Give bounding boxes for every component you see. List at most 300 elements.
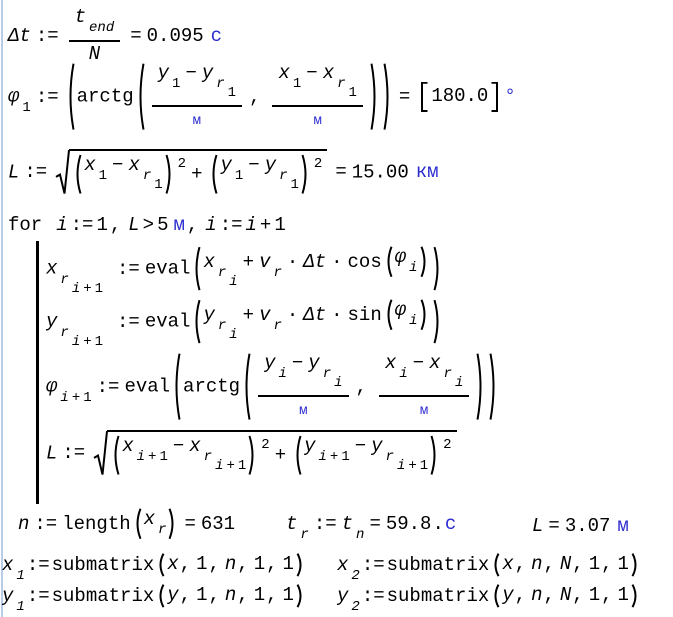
formula-delta-t[interactable]	[8, 6, 222, 66]
comma: ,	[249, 85, 261, 108]
sub-i: i	[229, 273, 238, 290]
loop-body-bar	[36, 241, 39, 504]
var-y: y	[308, 352, 320, 374]
sub-i-plus-1	[60, 390, 91, 408]
sub-i-plus-1	[319, 449, 350, 467]
op-times: ·	[286, 250, 299, 273]
var-x: x	[429, 352, 441, 374]
paren-group	[209, 154, 309, 195]
right-paren-icon	[168, 508, 177, 540]
op-equals: =	[335, 161, 347, 184]
var-delta-t: Δt	[303, 303, 327, 326]
sub-i-plus-1	[72, 281, 103, 299]
var-y: y	[157, 62, 170, 84]
page-margin-line	[1, 0, 3, 617]
right-paren-icon	[301, 154, 310, 195]
unit-meters: м	[419, 402, 429, 419]
left-paren-icon	[242, 352, 251, 421]
op-minus: −	[185, 62, 197, 84]
loop-statement-L[interactable]	[46, 430, 460, 477]
var-x: x	[502, 553, 514, 575]
radical-icon	[55, 149, 70, 196]
formula-y2-submatrix[interactable]	[337, 584, 642, 616]
op-assign: :=	[96, 375, 120, 398]
right-paren-icon	[476, 352, 485, 421]
var-i: i	[318, 449, 327, 465]
sub-1: 1	[172, 76, 181, 92]
lit-1: 1	[237, 458, 247, 474]
lit-1: 1	[588, 553, 601, 575]
sub-1: 1	[16, 567, 25, 584]
lit-1: 1	[94, 280, 104, 297]
unit-meters: м	[173, 214, 185, 236]
sub-1: 1	[98, 168, 108, 184]
sub-end: end	[89, 20, 115, 36]
lit-1: 1	[588, 584, 601, 606]
sub-2: 2	[351, 567, 360, 584]
op-equals: =	[130, 25, 142, 48]
var-x: x	[128, 154, 140, 176]
var-x: x	[122, 435, 134, 457]
fn-submatrix: submatrix	[51, 553, 155, 576]
var-L: L	[128, 214, 140, 236]
left-paren-icon	[111, 435, 120, 476]
var-y: y	[304, 435, 316, 457]
left-paren-icon	[66, 62, 75, 131]
lit-1: 1	[196, 584, 208, 606]
formula-phi-1[interactable]	[8, 62, 516, 131]
var-y: y	[167, 584, 179, 606]
var-x: x	[46, 257, 58, 280]
decimal-dot: .	[432, 513, 444, 535]
formula-L-result[interactable]	[532, 515, 629, 539]
op-greater: >	[142, 214, 155, 236]
var-y: y	[203, 303, 215, 326]
right-paren-icon	[296, 584, 305, 608]
comma: ,	[543, 584, 555, 606]
right-paren-icon	[420, 246, 429, 278]
var-y: y	[502, 584, 514, 606]
right-paren-icon	[430, 435, 439, 476]
op-plus: +	[191, 163, 203, 186]
power-exponent: 2	[261, 437, 270, 454]
var-y: y	[201, 62, 214, 84]
lit-1: 1	[94, 333, 104, 350]
comma: ,	[109, 214, 122, 236]
fn-sin: sin	[347, 303, 382, 326]
square-root	[93, 430, 456, 477]
comma: ,	[572, 553, 584, 575]
paren-group	[491, 553, 640, 577]
var-phi: φ	[394, 299, 407, 321]
power-exponent: 2	[313, 156, 323, 173]
paren-group	[384, 299, 429, 331]
var-x: x	[167, 553, 179, 575]
comma: ,	[572, 584, 584, 606]
left-paren-icon	[384, 246, 393, 278]
var-x: x	[384, 352, 397, 374]
lit-1: 1	[282, 584, 294, 606]
sub-1: 1	[16, 598, 25, 615]
var-L: L	[532, 515, 544, 537]
sub-i-plus-1	[72, 334, 103, 352]
lit-1: 1	[96, 214, 108, 236]
var-y: y	[264, 352, 276, 374]
unit-meters: м	[617, 515, 629, 537]
paren-group	[384, 246, 429, 278]
comma: ,	[266, 584, 278, 606]
fraction	[379, 352, 469, 421]
op-plus: +	[83, 280, 92, 297]
paren-group	[293, 435, 439, 476]
left-paren-icon	[293, 435, 302, 476]
result-delta-t: 0.095	[146, 25, 204, 48]
right-paren-icon	[370, 62, 379, 131]
op-plus: +	[242, 250, 255, 273]
sub-i: i	[454, 375, 464, 391]
sub-r: r	[142, 168, 152, 184]
var-delta-t: Δt	[303, 250, 327, 273]
sub-i: i	[409, 313, 418, 329]
sub-2: 2	[351, 598, 360, 615]
op-minus: −	[291, 352, 304, 374]
formula-x2-submatrix[interactable]	[337, 553, 642, 585]
comma: ,	[543, 553, 555, 575]
op-assign: :=	[361, 584, 385, 607]
op-plus: +	[71, 389, 81, 406]
sub-1: 1	[234, 168, 244, 184]
result-t-r: 59.8	[385, 513, 432, 535]
right-paren-icon	[420, 299, 429, 331]
comma: ,	[208, 553, 220, 575]
op-minus: −	[354, 435, 367, 457]
op-minus: −	[412, 352, 425, 374]
formula-t-r[interactable]	[286, 513, 456, 545]
fraction	[152, 62, 242, 131]
var-i: i	[56, 214, 68, 236]
var-v: v	[259, 250, 271, 273]
formula-y1-submatrix[interactable]	[2, 584, 307, 616]
radical-icon	[93, 430, 108, 477]
op-plus: +	[148, 449, 157, 465]
op-assign: :=	[313, 513, 337, 535]
op-equals: =	[369, 513, 381, 535]
loop-statement-phi[interactable]	[46, 352, 500, 421]
formula-n-length[interactable]	[18, 508, 235, 540]
op-plus: +	[329, 449, 339, 465]
op-assign: :=	[34, 512, 58, 535]
matrix-result	[418, 82, 501, 112]
var-i: i	[60, 389, 69, 406]
lit-1: 1	[617, 553, 629, 575]
fraction	[69, 6, 121, 66]
comma: ,	[237, 584, 249, 606]
kw-for: for	[8, 214, 43, 236]
sub-i: i	[278, 366, 287, 382]
sub-r: r	[273, 264, 282, 281]
var-v: v	[259, 303, 271, 326]
op-assign: :=	[219, 214, 243, 236]
op-assign: :=	[117, 257, 140, 280]
paren-group	[73, 154, 173, 195]
var-x: x	[337, 553, 349, 576]
sub-r: r	[385, 449, 394, 465]
var-n: n	[224, 584, 237, 606]
var-phi: φ	[46, 375, 58, 398]
sub-r: r	[300, 527, 309, 543]
paren-group	[242, 352, 485, 421]
fn-submatrix: submatrix	[51, 584, 155, 607]
var-n: n	[224, 553, 237, 575]
paren-group	[66, 62, 392, 131]
sub-i: i	[409, 260, 418, 276]
sub-r: r	[203, 449, 213, 465]
lit-1: 1	[196, 553, 208, 575]
op-plus: +	[226, 458, 235, 474]
var-L: L	[8, 161, 20, 184]
sub-1: 1	[227, 85, 237, 101]
unit-meters: м	[299, 402, 308, 419]
sub-r: r	[273, 317, 282, 334]
lit-1: 1	[253, 553, 266, 575]
comma: ,	[266, 553, 278, 575]
var-y: y	[371, 435, 383, 457]
var-t: t	[341, 513, 354, 535]
lit-1: 1	[617, 584, 629, 606]
var-n: n	[531, 553, 543, 575]
right-paren-icon	[631, 584, 640, 608]
power-exponent: 2	[177, 156, 187, 173]
unit-degrees: °	[504, 85, 516, 108]
op-assign: :=	[117, 310, 140, 333]
fn-eval: eval	[144, 257, 191, 280]
left-paren-icon	[133, 508, 142, 540]
sub-1: 1	[290, 177, 299, 193]
op-equals: =	[184, 512, 196, 535]
left-paren-icon	[172, 352, 181, 421]
paren-group	[172, 352, 498, 421]
comma: ,	[179, 553, 192, 575]
lit-1: 1	[83, 389, 92, 406]
sub-r: r	[60, 324, 69, 341]
right-paren-icon	[489, 352, 498, 421]
result-L-initial: 15.00	[351, 161, 409, 184]
sub-i: i	[334, 375, 343, 391]
right-bracket-icon	[491, 82, 499, 112]
var-t: t	[286, 513, 298, 535]
comma: ,	[514, 553, 527, 575]
paren-group	[133, 508, 178, 540]
comma: ,	[179, 584, 192, 606]
left-paren-icon	[192, 299, 201, 344]
unit-seconds: с	[444, 513, 457, 535]
var-y: y	[2, 584, 14, 607]
comma: ,	[355, 375, 367, 398]
op-plus: +	[242, 303, 255, 326]
var-i: i	[215, 458, 224, 474]
right-paren-icon	[433, 299, 442, 344]
left-paren-icon	[156, 553, 165, 577]
op-minus: −	[172, 435, 185, 457]
sub-r: r	[322, 366, 332, 382]
sub-1: 1	[292, 76, 302, 92]
var-N: N	[88, 42, 101, 65]
paren-group	[136, 62, 379, 131]
fraction	[272, 62, 362, 131]
loop-statement-xr[interactable]	[46, 246, 444, 298]
comma: ,	[186, 214, 199, 236]
fraction	[258, 352, 348, 421]
var-y: y	[264, 154, 277, 176]
square-root	[55, 149, 327, 196]
lit-1: 1	[274, 214, 286, 236]
var-L: L	[46, 442, 58, 465]
fn-length: length	[62, 512, 131, 535]
left-paren-icon	[192, 246, 201, 291]
paren-group	[192, 246, 441, 291]
var-n: n	[18, 512, 30, 535]
op-times: ·	[286, 303, 299, 326]
left-paren-icon	[491, 584, 500, 608]
sub-i-plus-1	[397, 458, 428, 476]
result-phi-1: 180.0	[431, 84, 489, 107]
var-y: y	[220, 154, 232, 176]
sub-1: 1	[348, 85, 357, 101]
right-paren-icon	[165, 154, 174, 195]
formula-x1-submatrix[interactable]	[2, 553, 307, 585]
fn-arctg: arctg	[76, 85, 134, 108]
comma: ,	[237, 553, 249, 575]
op-assign: :=	[361, 553, 385, 576]
paren-group	[156, 553, 305, 577]
op-equals: =	[548, 515, 560, 537]
left-bracket-icon	[420, 82, 428, 112]
var-y: y	[337, 584, 349, 607]
fn-eval: eval	[144, 310, 191, 333]
lit-1: 1	[159, 449, 168, 465]
op-assign: :=	[26, 584, 50, 607]
var-N: N	[559, 553, 572, 575]
left-paren-icon	[491, 553, 500, 577]
var-i: i	[71, 280, 81, 297]
sub-1: 1	[22, 99, 31, 116]
right-paren-icon	[383, 62, 392, 131]
var-x: x	[143, 508, 156, 530]
op-assign: :=	[70, 214, 94, 236]
var-N: N	[559, 584, 572, 606]
fn-eval: eval	[124, 375, 171, 398]
sub-r: r	[217, 264, 227, 281]
left-paren-icon	[73, 154, 82, 195]
comma: ,	[514, 584, 527, 606]
var-delta-t: Δt	[8, 25, 31, 48]
unit-meters: м	[313, 112, 322, 129]
lit-1: 1	[419, 458, 429, 474]
var-x: x	[203, 250, 215, 273]
comma: ,	[601, 584, 613, 606]
var-x: x	[84, 154, 96, 176]
op-minus: −	[248, 154, 260, 176]
var-n: n	[531, 584, 543, 606]
power-exponent: 2	[443, 437, 452, 454]
paren-group	[491, 584, 640, 608]
right-paren-icon	[433, 246, 442, 291]
var-phi: φ	[8, 85, 20, 108]
var-i: i	[71, 333, 81, 350]
var-y: y	[46, 310, 58, 333]
op-assign: :=	[35, 25, 59, 48]
paren-group	[192, 299, 441, 344]
lit-1: 1	[282, 553, 294, 575]
unit-meters: м	[192, 112, 202, 129]
left-paren-icon	[209, 154, 218, 195]
lit-5: 5	[157, 214, 169, 236]
unit-kilometers: км	[415, 161, 439, 184]
comma: ,	[208, 584, 220, 606]
comma: ,	[601, 553, 613, 575]
fn-arctg: arctg	[183, 375, 241, 398]
op-assign: :=	[24, 161, 48, 184]
sub-i: i	[229, 326, 238, 343]
fn-submatrix: submatrix	[386, 584, 490, 607]
op-plus: +	[259, 214, 272, 236]
var-x: x	[278, 62, 290, 84]
op-times: ·	[331, 250, 343, 273]
sub-i-plus-1	[137, 449, 168, 467]
right-paren-icon	[296, 553, 305, 577]
op-plus: +	[83, 333, 92, 350]
var-phi: φ	[394, 246, 407, 268]
var-i: i	[205, 214, 217, 236]
left-paren-icon	[136, 62, 145, 131]
op-minus: −	[112, 154, 124, 176]
op-minus: −	[306, 62, 318, 84]
lit-1: 1	[253, 584, 266, 606]
paren-group	[156, 584, 305, 608]
formula-L-initial[interactable]	[8, 149, 439, 196]
sub-r: r	[337, 76, 346, 92]
var-i: i	[245, 214, 257, 236]
var-i: i	[396, 458, 406, 474]
op-assign: :=	[35, 85, 59, 108]
right-paren-icon	[631, 553, 640, 577]
lit-1: 1	[341, 449, 350, 465]
var-x: x	[189, 435, 201, 457]
op-plus: +	[408, 458, 417, 474]
var-i: i	[136, 449, 146, 465]
unit-seconds: с	[210, 25, 223, 48]
for-loop-header[interactable]	[8, 214, 286, 238]
right-paren-icon	[248, 435, 257, 476]
op-assign: :=	[62, 442, 86, 465]
loop-statement-yr[interactable]	[46, 299, 444, 351]
left-paren-icon	[384, 299, 393, 331]
op-times: ·	[331, 303, 343, 326]
var-x: x	[322, 62, 335, 84]
op-equals: =	[398, 85, 411, 108]
fn-submatrix: submatrix	[386, 553, 490, 576]
left-paren-icon	[156, 584, 165, 608]
result-L-final: 3.07	[564, 515, 611, 537]
sub-r: r	[158, 522, 167, 538]
op-assign: :=	[26, 553, 50, 576]
op-plus: +	[274, 444, 287, 467]
sub-r: r	[217, 317, 227, 334]
var-x: x	[2, 553, 14, 576]
sub-r: r	[279, 168, 288, 184]
paren-group	[111, 435, 257, 476]
var-t: t	[74, 6, 87, 28]
